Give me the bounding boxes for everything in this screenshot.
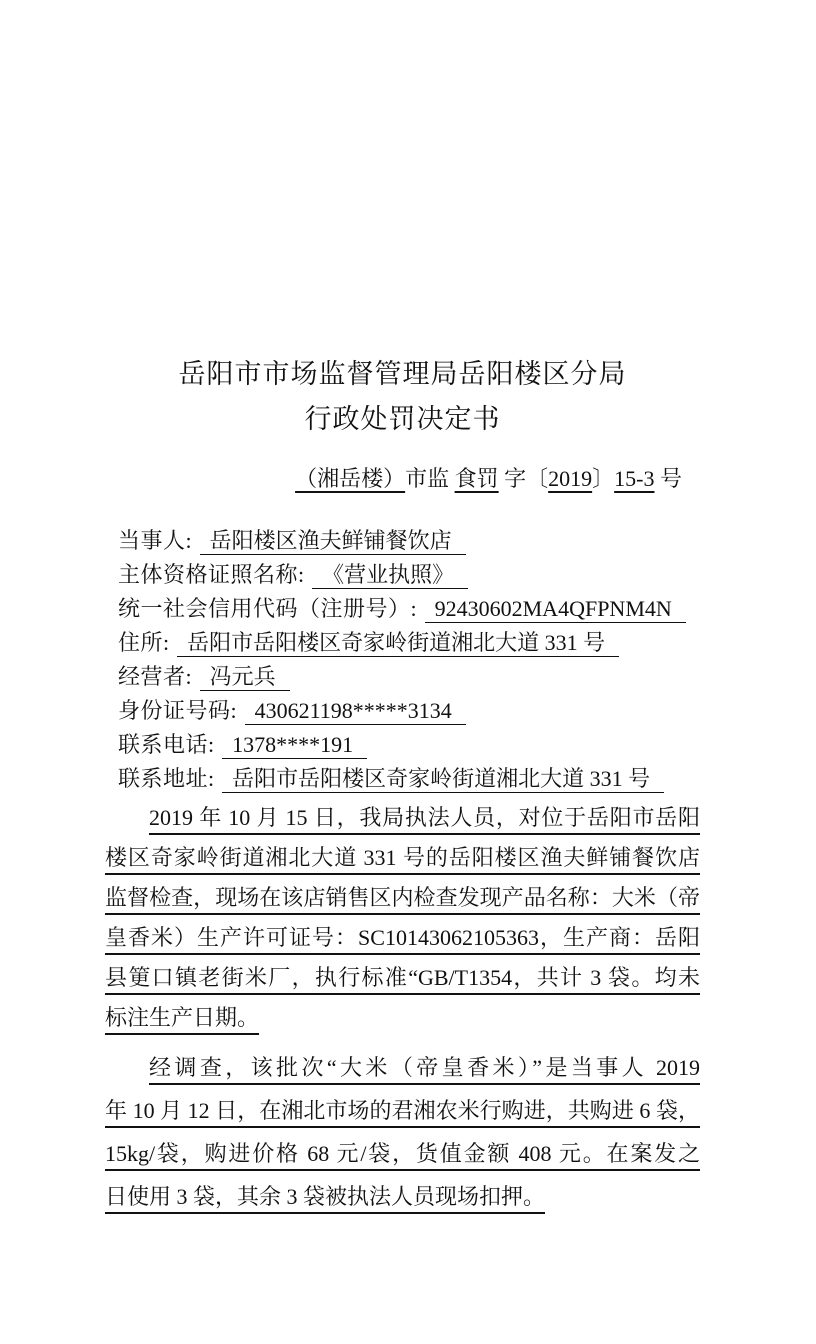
body-line-text: 楼区奇家岭街道湘北大道 331 号的岳阳楼区渔夫鲜铺餐饮店	[105, 845, 700, 870]
info-label: 联系电话:	[118, 732, 215, 757]
info-row-address	[118, 626, 700, 660]
title-line-1: 岳阳市市场监督管理局岳阳楼区分局	[178, 359, 627, 389]
doc-number-segment: 食罚	[454, 466, 499, 491]
paragraph-inspection	[105, 798, 700, 1038]
doc-number-segment: 字〔	[498, 466, 549, 491]
info-row-operator	[118, 660, 700, 694]
body-line-text: 年 10 月 12 日，在湘北市场的君湘农米行购进，共购进 6 袋，	[105, 1098, 700, 1123]
body-line-text: 日使用 3 袋，其余 3 袋被执法人员现场扣押。	[105, 1184, 546, 1209]
title-line-2: 行政处罚决定书	[304, 404, 501, 434]
info-value: 冯元兵	[200, 664, 290, 691]
body-line	[105, 878, 700, 918]
info-row-license-name	[118, 558, 700, 592]
document-title	[105, 352, 700, 442]
body-line	[105, 838, 700, 878]
body-line	[105, 798, 700, 838]
document-number-line	[105, 464, 700, 494]
body-line	[105, 958, 700, 998]
paragraph-investigation	[105, 1046, 700, 1218]
info-value: 岳阳市岳阳楼区奇家岭街道湘北大道 331 号	[222, 766, 664, 793]
info-value: 92430602MA4QFPNM4N	[425, 596, 686, 623]
info-value: 《营业执照》	[312, 562, 468, 589]
body-line	[105, 1175, 700, 1218]
info-label: 住所:	[118, 630, 170, 655]
body-line-text: 标注生产日期。	[105, 1005, 260, 1030]
doc-number-segment: 号	[654, 466, 682, 491]
info-label: 主体资格证照名称:	[118, 562, 305, 587]
info-label: 统一社会信用代码（注册号）:	[118, 596, 418, 621]
body-line	[105, 1132, 700, 1175]
body-line-text: 15kg/袋，购进价格 68 元/袋，货值金额 408 元。在案发之	[105, 1141, 700, 1166]
info-label: 经营者:	[118, 664, 193, 689]
body-line-text: 监督检查，现场在该店销售区内检查发现产品名称：大米（帝	[105, 885, 700, 910]
info-value: 岳阳市岳阳楼区奇家岭街道湘北大道 331 号	[177, 630, 619, 657]
doc-number-segment: 市监	[405, 466, 455, 491]
info-label: 身份证号码:	[118, 698, 238, 723]
info-row-id-number	[118, 694, 700, 728]
info-value: 1378****191	[222, 732, 367, 759]
doc-number-segment: 〕	[592, 466, 615, 491]
body-line-text: 县筻口镇老街米厂，执行标准“GB/T1354，共计 3 袋。均未	[105, 965, 700, 990]
info-row-party	[118, 524, 700, 558]
body-line	[105, 1089, 700, 1132]
info-row-phone	[118, 728, 700, 762]
body-line-text: 经调查，该批次“大米（帝皇香米）”是当事人 2019	[149, 1055, 700, 1080]
body-line-text: 皇香米）生产许可证号：SC10143062105363，生产商：岳阳	[105, 925, 700, 950]
info-label: 当事人:	[118, 528, 193, 553]
body-line-text: 2019 年 10 月 15 日，我局执法人员，对位于岳阳市岳阳	[149, 805, 700, 830]
info-label: 联系地址:	[118, 766, 215, 791]
doc-number-segment: （湘岳楼）	[295, 466, 406, 491]
body-line	[105, 918, 700, 958]
body-line	[105, 998, 700, 1038]
doc-number-segment: 2019	[548, 466, 593, 491]
info-row-contact-address	[118, 762, 700, 796]
info-row-credit-code	[118, 592, 700, 626]
info-value: 岳阳楼区渔夫鲜铺餐饮店	[200, 528, 466, 555]
body-line	[105, 1046, 700, 1089]
party-info-section	[105, 524, 700, 796]
info-value: 430621198*****3134	[245, 698, 466, 725]
doc-number-segment: 15-3	[614, 466, 655, 491]
